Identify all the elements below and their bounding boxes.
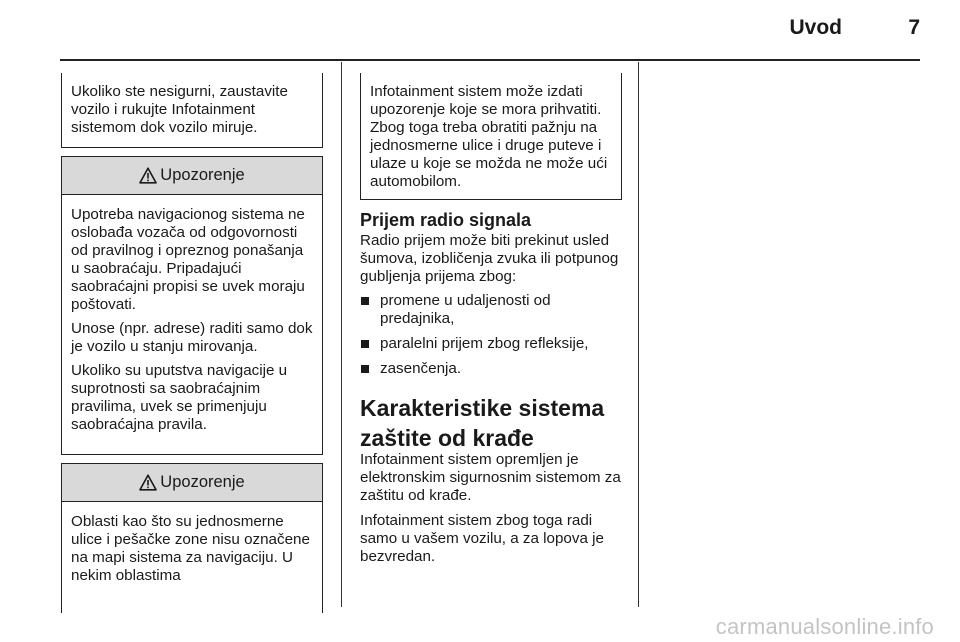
radio-heading: Prijem radio signala <box>360 210 532 230</box>
column-divider-left <box>341 62 342 607</box>
theft-paragraph: Infotainment sistem opremljen je elektronskim sigurnosnim sistemom za zaštitu od krađe. <box>360 451 621 504</box>
warning1-paragraph: Ukoliko su uputstva navigacije u suprotnosti sa saobraćajnim pravilima, uvek se primenjuju saobraćajna pravila. <box>71 362 288 433</box>
theft-heading: Karakteristike sistema zaštite od krađe <box>360 395 605 451</box>
bullet-square-icon <box>361 340 369 348</box>
bullet-square-icon <box>361 297 369 305</box>
column-divider-right <box>638 62 639 607</box>
continued-warning-text: Infotainment sistem može izdati upozorenje koje se mora prihvatiti. Zbog toga treba obratiti pažnju na jednosmerne ulice i druge puteve i ulaze u koje se možda ne može ući automobilom. <box>370 83 608 190</box>
warning-title-1: Upozorenje <box>160 166 245 184</box>
list-item: paralelni prijem zbog refleksije, <box>360 335 626 353</box>
intro-note-box <box>61 73 323 148</box>
section-title: Uvod <box>789 16 842 39</box>
list-item: zasenčenja. <box>360 360 626 378</box>
warning2-text: Oblasti kao što su jednosmerne ulice i pešačke zone nisu označene na mapi sistema za navigaciju. U nekim oblastima <box>71 513 310 584</box>
theft-body <box>360 451 626 573</box>
bullet-square-icon <box>361 365 369 373</box>
warning-header-2 <box>62 464 322 502</box>
radio-intro <box>360 232 626 293</box>
warning1-paragraph: Upotreba navigacionog sistema ne oslobađa vozača od odgovornosti od pravilnog i opreznog ponašanja u saobraćaju. Pripadajući saobraćajni propisi se uvek moraju poštovati. <box>71 206 305 313</box>
radio-intro-text: Radio prijem može biti prekinut usled šumova, izobličenja zvuka ili potpunog gubljenja prijema zbog: <box>360 232 619 285</box>
warning-box-1 <box>61 156 323 455</box>
list-item: promene u udaljenosti od predajnika, <box>360 292 626 328</box>
page-header <box>0 0 960 62</box>
warning-box-2 <box>61 463 323 613</box>
intro-note-text: Ukoliko ste nesigurni, zaustavite vozilo i rukujte Infotainment sistemom dok vozilo miruje. <box>71 83 288 136</box>
watermark: carmanualsonline.info <box>715 614 934 639</box>
warning-header-1 <box>62 157 322 195</box>
warning-title-2: Upozorenje <box>160 473 245 491</box>
warning-triangle-icon <box>139 474 157 491</box>
header-rule <box>60 59 920 61</box>
theft-paragraph: Infotainment sistem zbog toga radi samo u vašem vozilu, a za lopova je bezvredan. <box>360 512 604 565</box>
warning-triangle-icon <box>139 167 157 184</box>
continued-warning-box <box>360 73 622 200</box>
radio-bullet-list <box>360 292 626 385</box>
warning1-paragraph: Unose (npr. adrese) raditi samo dok je vozilo u stanju mirovanja. <box>71 320 313 355</box>
page-number: 7 <box>908 16 920 39</box>
